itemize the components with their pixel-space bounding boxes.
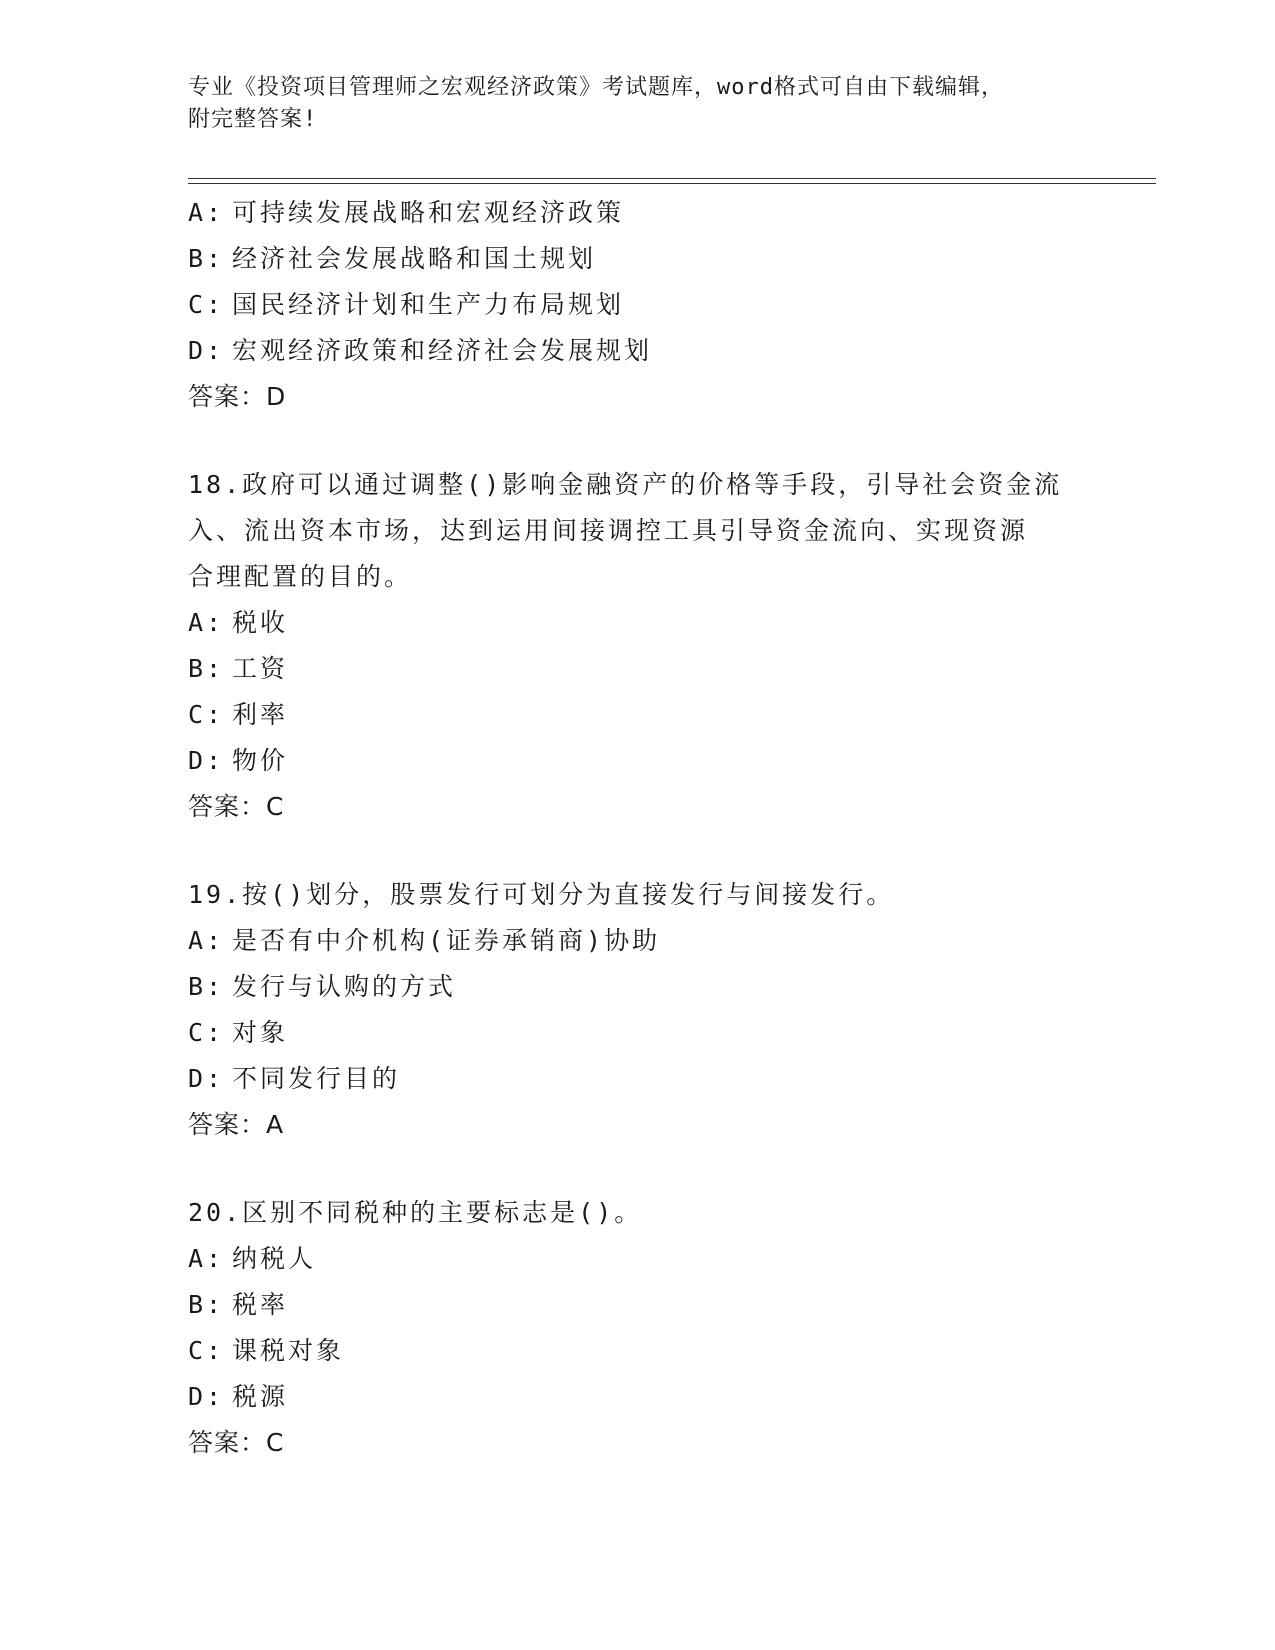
question-gap (188, 1148, 1088, 1190)
option-b: B: 工资 (188, 654, 289, 683)
option-a: A: 是否有中介机构(证券承销商)协助 (188, 926, 661, 955)
header-divider-bottom (188, 183, 1156, 184)
header-line-1: 专业《投资项目管理师之宏观经济政策》考试题库，word格式可自由下载编辑， (188, 75, 1004, 100)
question-17 (188, 190, 1088, 420)
question-gap (188, 830, 1088, 872)
option-a: A: 税收 (188, 608, 289, 637)
option-b: B: 税率 (188, 1290, 289, 1319)
answer-line: 答案：C (188, 1428, 285, 1457)
question-18 (188, 462, 1088, 830)
header-divider-top (188, 178, 1156, 179)
answer-line: 答案：A (188, 1110, 285, 1139)
option-c: C: 对象 (188, 1018, 289, 1047)
option-b: B: 发行与认购的方式 (188, 972, 457, 1001)
question-stem-line: 入、流出资本市场，达到运用间接调控工具引导资金流向、实现资源 (188, 516, 1029, 545)
option-c: C: 利率 (188, 700, 289, 729)
option-a: A: 可持续发展战略和宏观经济政策 (188, 198, 625, 227)
option-d: D: 宏观经济政策和经济社会发展规划 (188, 336, 653, 365)
option-d: D: 税源 (188, 1382, 289, 1411)
option-d: D: 物价 (188, 746, 289, 775)
document-header (188, 72, 1088, 136)
header-line-2: 附完整答案! (188, 107, 318, 132)
option-c: C: 国民经济计划和生产力布局规划 (188, 290, 625, 319)
question-20 (188, 1190, 1088, 1466)
question-content (188, 190, 1088, 1466)
question-gap (188, 420, 1088, 462)
answer-line: 答案：C (188, 792, 285, 821)
option-b: B: 经济社会发展战略和国土规划 (188, 244, 597, 273)
question-stem-line: 18.政府可以通过调整()影响金融资产的价格等手段，引导社会资金流 (188, 470, 1063, 499)
question-stem-line: 20.区别不同税种的主要标志是()。 (188, 1198, 643, 1227)
question-stem-line: 合理配置的目的。 (188, 562, 413, 591)
option-d: D: 不同发行目的 (188, 1064, 401, 1093)
answer-line: 答案：D (188, 382, 287, 411)
question-19 (188, 872, 1088, 1148)
question-stem-line: 19.按()划分，股票发行可划分为直接发行与间接发行。 (188, 880, 895, 909)
option-a: A: 纳税人 (188, 1244, 317, 1273)
option-c: C: 课税对象 (188, 1336, 345, 1365)
